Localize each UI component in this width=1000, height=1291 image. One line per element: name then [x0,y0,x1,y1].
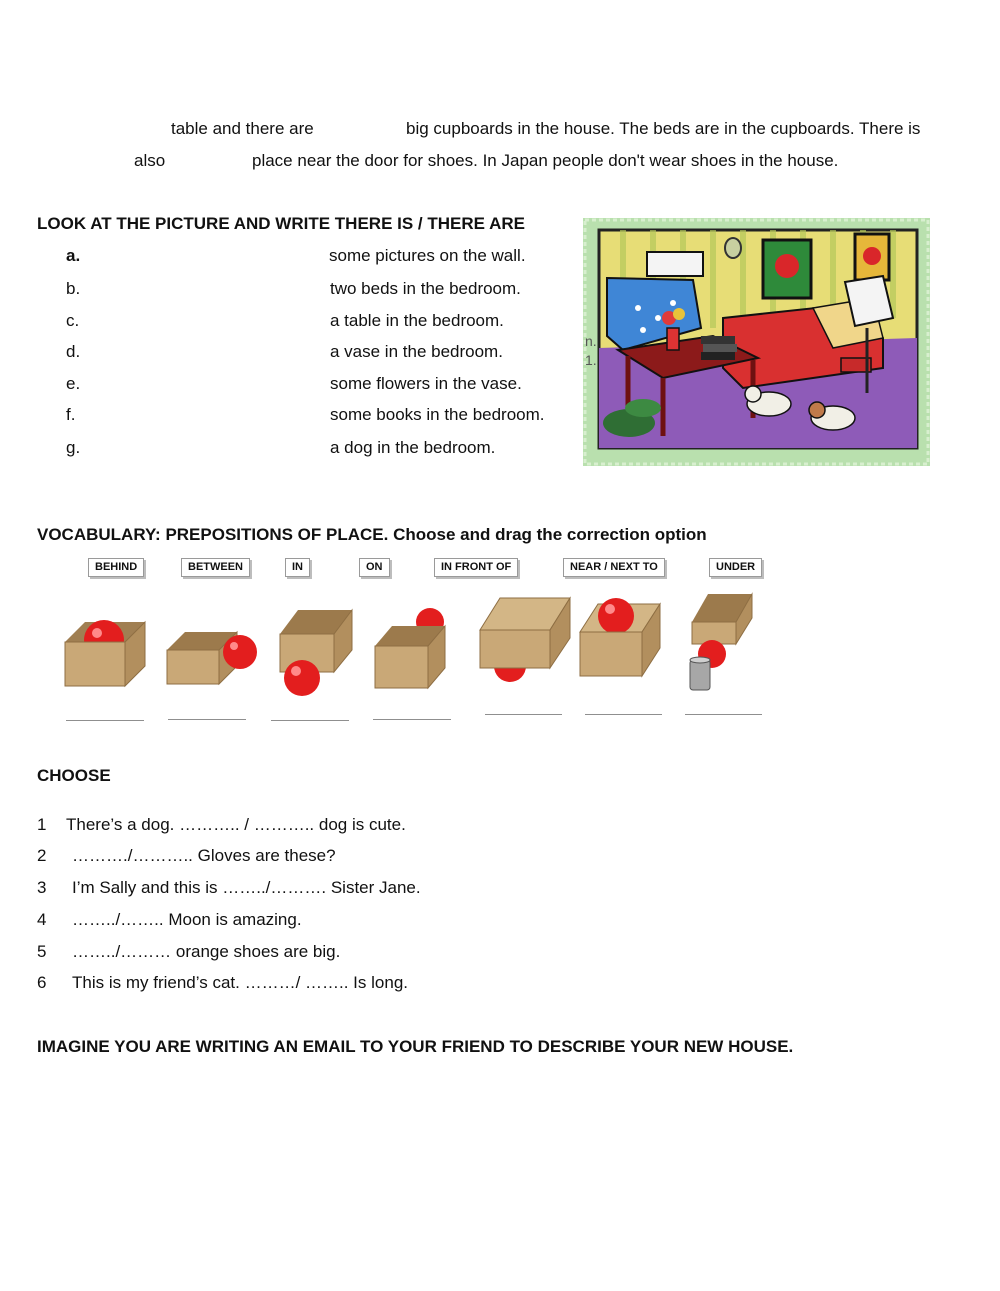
blank-input[interactable] [60,118,165,141]
drop-zone-6[interactable] [585,694,662,716]
drop-zone-7[interactable] [685,694,762,716]
item-letter: b. [66,279,81,298]
prepositions-illustration [40,582,780,712]
drop-zone-1[interactable] [66,700,144,722]
item-letter: e. [66,374,81,393]
margin-text: n. [585,333,597,349]
item-text: some books in the bedroom. [330,405,545,424]
email-writing-area[interactable] [37,1065,957,1265]
margin-text: 1. [585,352,597,368]
answer-input[interactable] [95,404,320,427]
item-text: some flowers in the vase. [330,374,522,393]
answer-input[interactable] [95,245,320,268]
item-letter: f. [66,405,76,424]
box-scene-in [65,620,145,686]
item-text: some pictures on the wall. [329,246,526,265]
blank-input[interactable] [175,150,245,173]
reading-text: big cupboards in the house. The beds are in the cupboards. There is [406,119,921,138]
drop-zone-3[interactable] [271,700,349,722]
choose-sentence[interactable]: ……../…….. Moon is amazing. [72,910,302,929]
item-number: 6 [37,973,47,992]
drop-zone-4[interactable] [373,699,451,721]
item-text: a vase in the bedroom. [330,342,503,361]
item-number: 4 [37,910,47,929]
item-number: 1 [37,815,47,834]
section-heading-vocab: VOCABULARY: PREPOSITIONS OF PLACE. Choose and drag the correction option [37,525,707,544]
reading-text: also [134,151,166,170]
choose-sentence[interactable]: ……../……… orange shoes are big. [72,942,341,961]
drop-zone-5[interactable] [485,694,562,716]
item-text: two beds in the bedroom. [330,279,521,298]
prep-option-near-next-to[interactable]: NEAR / NEXT TO [563,558,665,577]
choose-sentence[interactable]: There’s a dog. ……….. / ……….. dog is cute. [66,815,406,834]
answer-input[interactable] [95,373,320,396]
box-scene-on [580,598,660,676]
prep-option-in-front-of[interactable]: IN FRONT OF [434,558,518,577]
item-letter: a. [66,246,81,265]
box-scene-between [690,594,752,690]
section-heading-choose: CHOOSE [37,766,111,785]
box-scene-in-front [280,610,352,696]
box-scene-behind [375,608,445,688]
answer-input[interactable] [95,310,320,333]
prep-option-under[interactable]: UNDER [709,558,762,577]
answer-input[interactable] [95,437,320,460]
item-text: a table in the bedroom. [330,311,504,330]
answer-input[interactable] [95,278,320,301]
choose-sentence[interactable]: ………./……….. Gloves are these? [72,846,336,865]
prep-option-behind[interactable]: BEHIND [88,558,144,577]
item-letter: d. [66,342,81,361]
choose-sentence[interactable]: This is my friend’s cat. ………/ …….. Is long. [72,973,408,992]
item-number: 5 [37,942,47,961]
answer-input[interactable] [95,341,320,364]
item-number: 3 [37,878,47,897]
blank-input[interactable] [327,118,399,141]
item-letter: g. [66,438,81,457]
prep-option-between[interactable]: BETWEEN [181,558,250,577]
drop-zone-2[interactable] [168,699,246,721]
item-letter: c. [66,311,80,330]
box-scene-under [480,598,570,682]
box-scene-next-to [167,632,257,684]
prep-option-in[interactable]: IN [285,558,310,577]
section-heading-email: IMAGINE YOU ARE WRITING AN EMAIL TO YOUR FRIEND TO DESCRIBE YOUR NEW HOUSE. [37,1037,794,1056]
reading-text: table and there are [171,119,314,138]
item-number: 2 [37,846,47,865]
item-text: a dog in the bedroom. [330,438,496,457]
section-heading-look: LOOK AT THE PICTURE AND WRITE THERE IS / THERE ARE [37,214,525,233]
prep-option-on[interactable]: ON [359,558,390,577]
choose-sentence[interactable]: I’m Sally and this is ……../………. Sister Jane. [72,878,421,897]
bedroom-picture [583,218,930,466]
reading-text: place near the door for shoes. In Japan people don't wear shoes in the house. [252,151,839,170]
